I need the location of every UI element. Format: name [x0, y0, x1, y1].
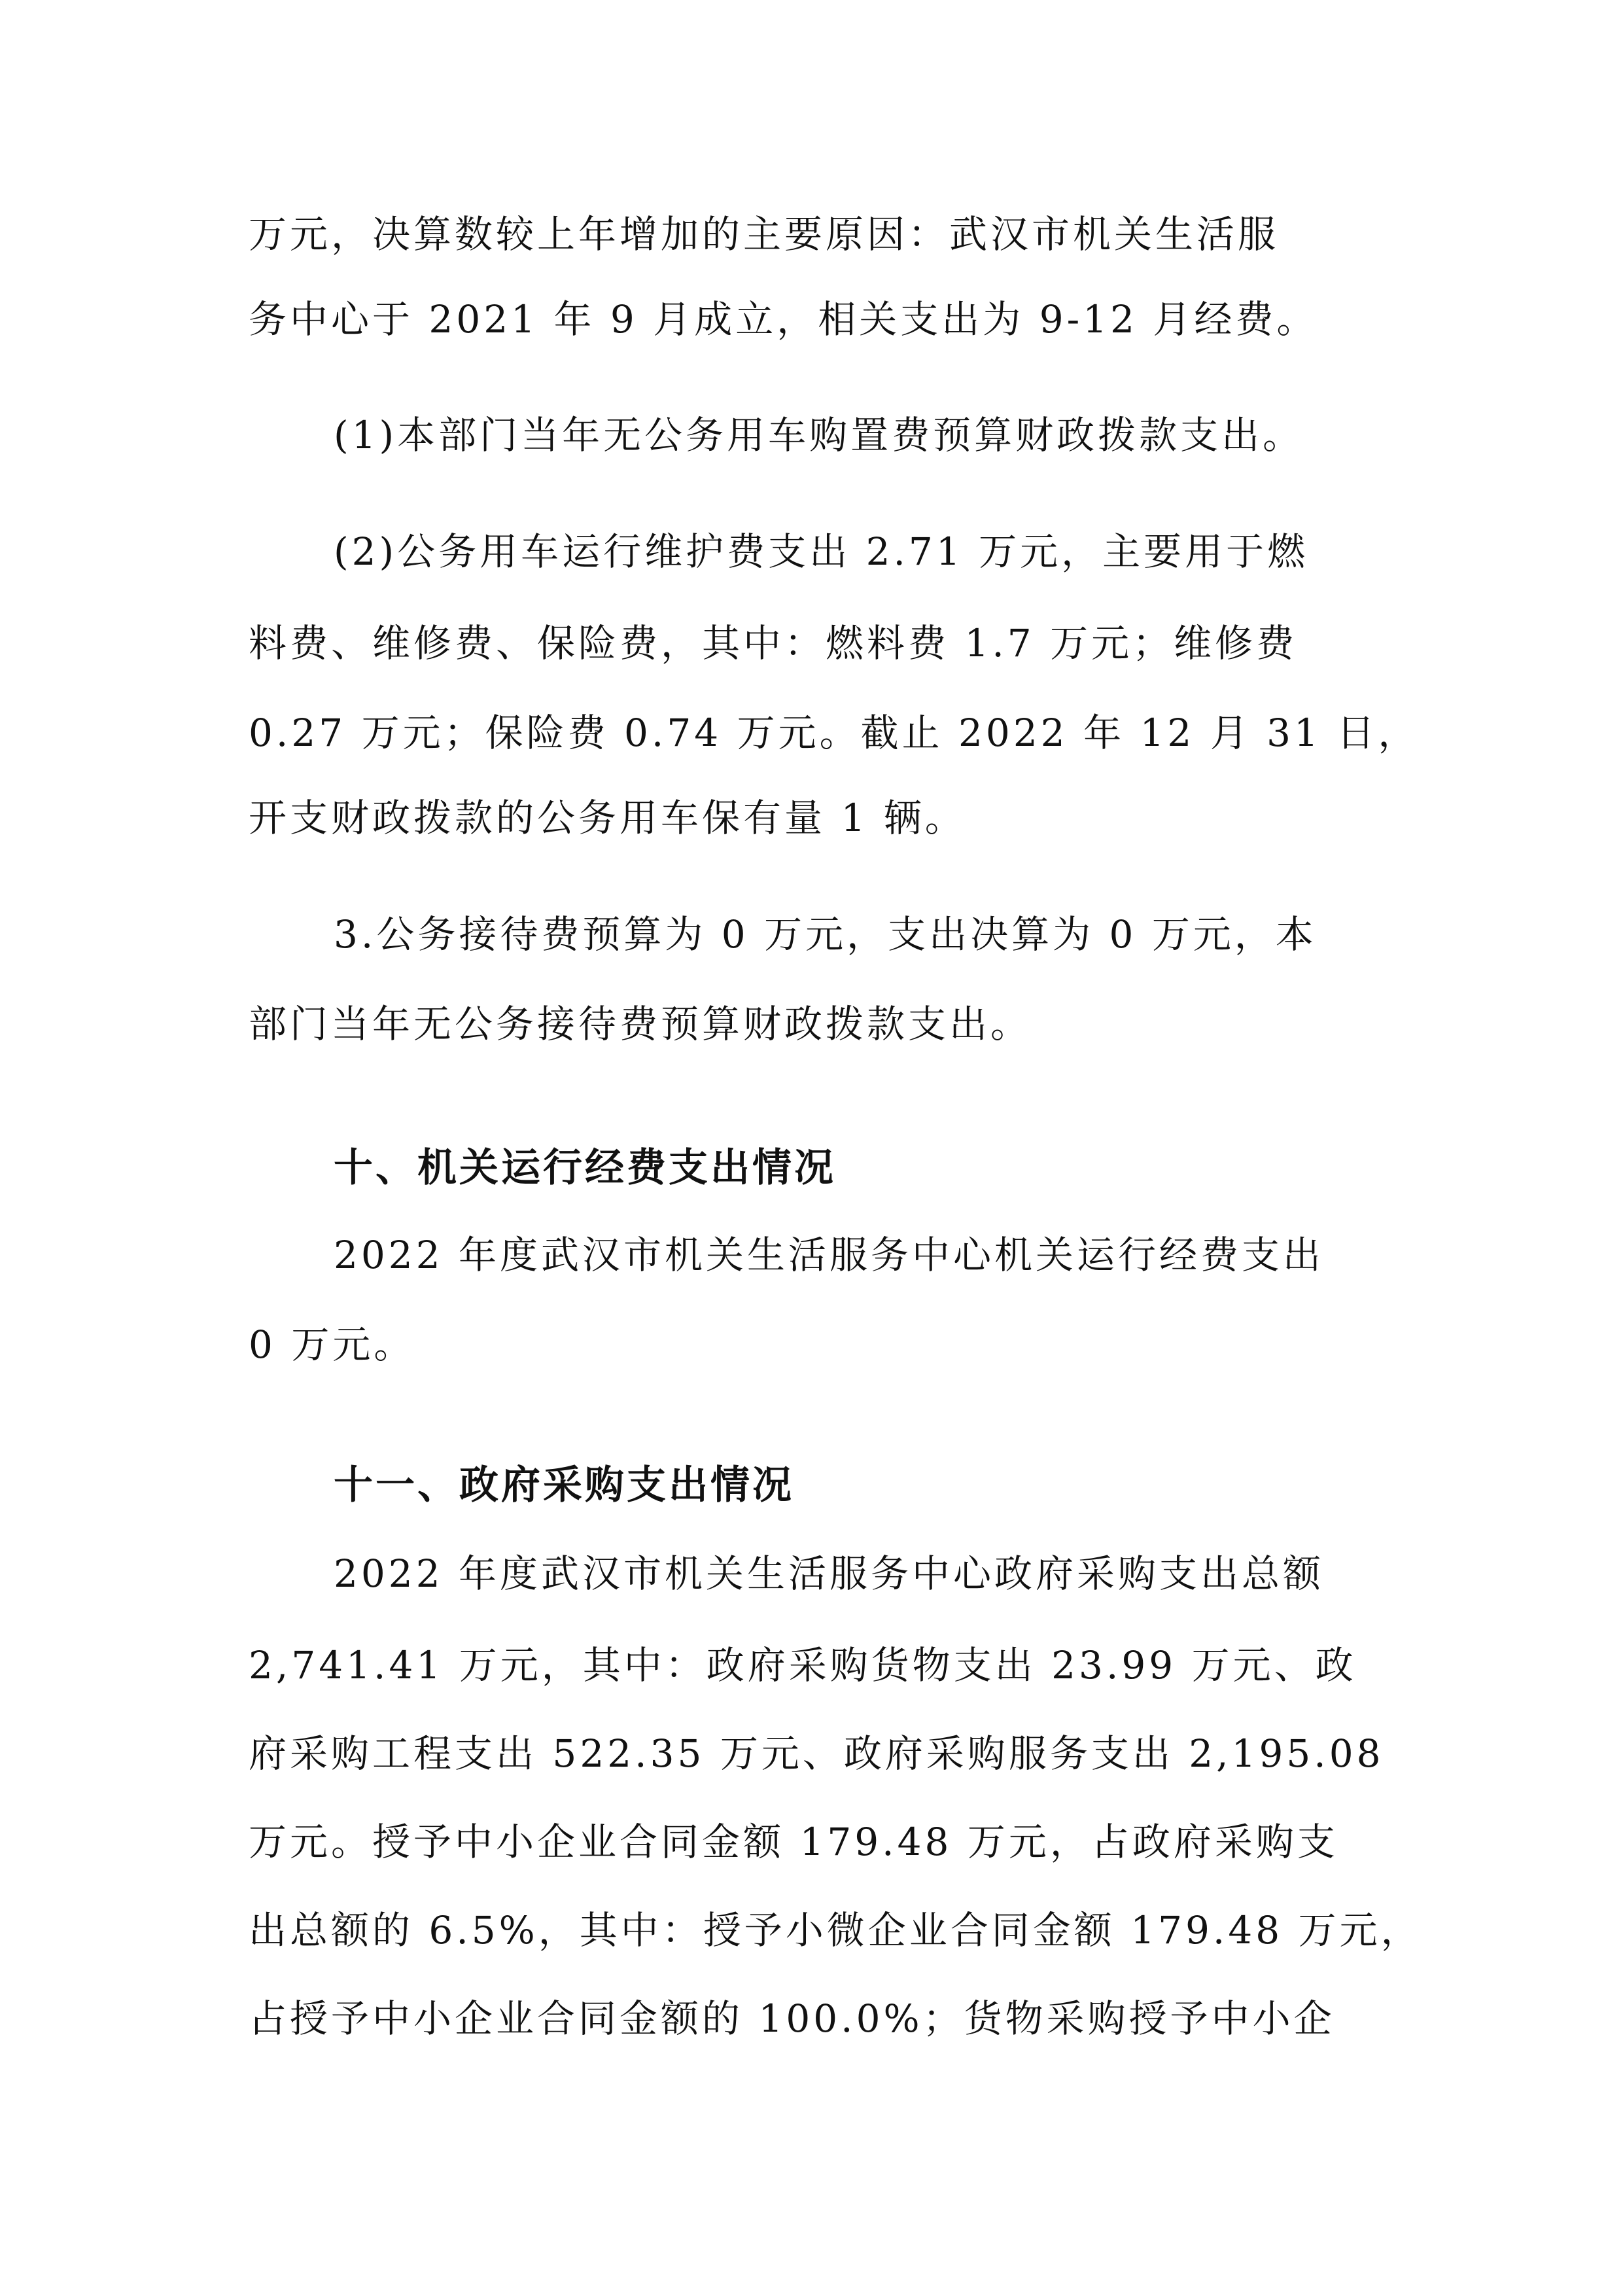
paragraph-line: 3.公务接待费预算为 0 万元，支出决算为 0 万元，本: [334, 912, 1317, 957]
body-text-line: 府采购工程支出 522.35 万元、政府采购服务支出 2,195.08: [249, 1731, 1384, 1776]
body-text-line: 出总额的 6.5%，其中：授予小微企业合同金额 179.48 万元，: [249, 1908, 1422, 1952]
body-text-line: 占授予中小企业合同金额的 100.0%；货物采购授予中小企: [249, 1996, 1335, 2041]
paragraph-line: (2)公务用车运行维护费支出 2.71 万元，主要用于燃: [334, 529, 1309, 574]
paragraph-line: 2022 年度武汉市机关生活服务中心机关运行经费支出: [334, 1233, 1325, 1277]
body-text-line: 万元，决算数较上年增加的主要原因：武汉市机关生活服: [249, 212, 1280, 256]
body-text-line: 万元。授予中小企业合同金额 179.48 万元，占政府采购支: [249, 1820, 1338, 1864]
body-text-line: 料费、维修费、保险费，其中：燃料费 1.7 万元；维修费: [249, 621, 1298, 665]
body-text-line: 2,741.41 万元，其中：政府采购货物支出 23.99 万元、政: [249, 1643, 1357, 1687]
paragraph-line: 2022 年度武汉市机关生活服务中心政府采购支出总额: [334, 1551, 1325, 1596]
body-text-line: 务中心于 2021 年 9 月成立，相关支出为 9-12 月经费。: [249, 297, 1318, 342]
body-text-line: 部门当年无公务接待费预算财政拨款支出。: [249, 1002, 1032, 1046]
body-text-line: 开支财政拨款的公务用车保有量 1 辆。: [249, 796, 966, 840]
section-heading: 十、机关运行经费支出情况: [334, 1145, 836, 1191]
body-text-line: 0.27 万元；保险费 0.74 万元。截止 2022 年 12 月 31 日，: [249, 711, 1420, 755]
paragraph-line: (1)本部门当年无公务用车购置费预算财政拨款支出。: [334, 413, 1304, 457]
body-text-line: 0 万元。: [249, 1322, 415, 1367]
section-heading: 十一、政府采购支出情况: [334, 1462, 794, 1508]
